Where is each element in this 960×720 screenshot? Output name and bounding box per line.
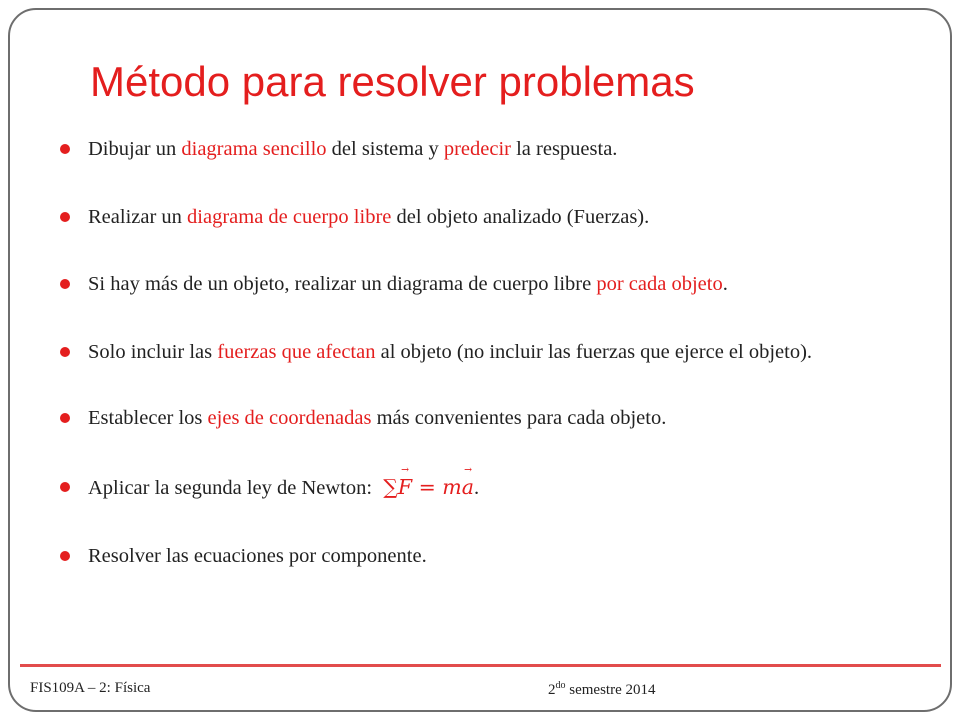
bullet-item bbox=[60, 200, 649, 234]
bullet-dot-icon bbox=[60, 347, 70, 357]
footer-course: FIS109A – 2: Física bbox=[30, 680, 151, 696]
highlight-text: ejes de coordenadas bbox=[207, 406, 372, 429]
bullet-item bbox=[60, 267, 728, 301]
bullet-dot-icon bbox=[60, 482, 70, 492]
bullet-item bbox=[60, 132, 617, 166]
bullet-dot-icon bbox=[60, 413, 70, 423]
bullet-item bbox=[60, 401, 666, 435]
bullet-text: Resolver las ecuaciones por componente. bbox=[88, 544, 427, 567]
force-vector: → F bbox=[398, 475, 412, 499]
bullet-text: Solo incluir las fuerzas que afectan al objeto (no incluir las fuerzas que ejerce el objeto). bbox=[88, 340, 813, 363]
bullet-text: Dibujar un diagrama sencillo del sistema y predecir la respuesta. bbox=[88, 137, 618, 160]
sum-symbol: ∑ bbox=[383, 474, 398, 499]
bullet-dot-icon bbox=[60, 551, 70, 561]
mass-symbol: m bbox=[442, 474, 462, 499]
highlight-text: diagrama de cuerpo libre bbox=[187, 205, 392, 228]
bullet-text: Realizar un diagrama de cuerpo libre del objeto analizado (Fuerzas). bbox=[88, 205, 650, 228]
highlight-text: fuerzas que afectan bbox=[217, 340, 376, 363]
bullet-text: Si hay más de un objeto, realizar un diagrama de cuerpo libre por cada objeto. bbox=[88, 272, 728, 295]
equals-sign: = bbox=[412, 474, 443, 499]
footer-semester: $2^{do}$ semestre 2014 bbox=[548, 680, 656, 698]
bullet-text: Establecer los ejes de coordenadas más convenientes para cada objeto. bbox=[88, 406, 667, 429]
bullet-item bbox=[60, 335, 812, 369]
bullet-dot-icon bbox=[60, 279, 70, 289]
bullet-item bbox=[60, 539, 427, 573]
footer-divider bbox=[20, 664, 941, 667]
newton-formula bbox=[383, 475, 474, 499]
bullet-dot-icon bbox=[60, 144, 70, 154]
highlight-text: diagrama sencillo bbox=[181, 137, 327, 160]
acceleration-vector: → a bbox=[462, 475, 474, 499]
bullet-text: Aplicar la segunda ley de Newton: ∑→ F = m→ a. bbox=[88, 475, 479, 500]
slide-title: Método para resolver problemas bbox=[90, 58, 695, 105]
bullet-dot-icon bbox=[60, 212, 70, 222]
highlight-text: predecir bbox=[443, 137, 511, 160]
highlight-text: por cada objeto bbox=[596, 272, 723, 295]
bullet-item bbox=[60, 470, 479, 504]
